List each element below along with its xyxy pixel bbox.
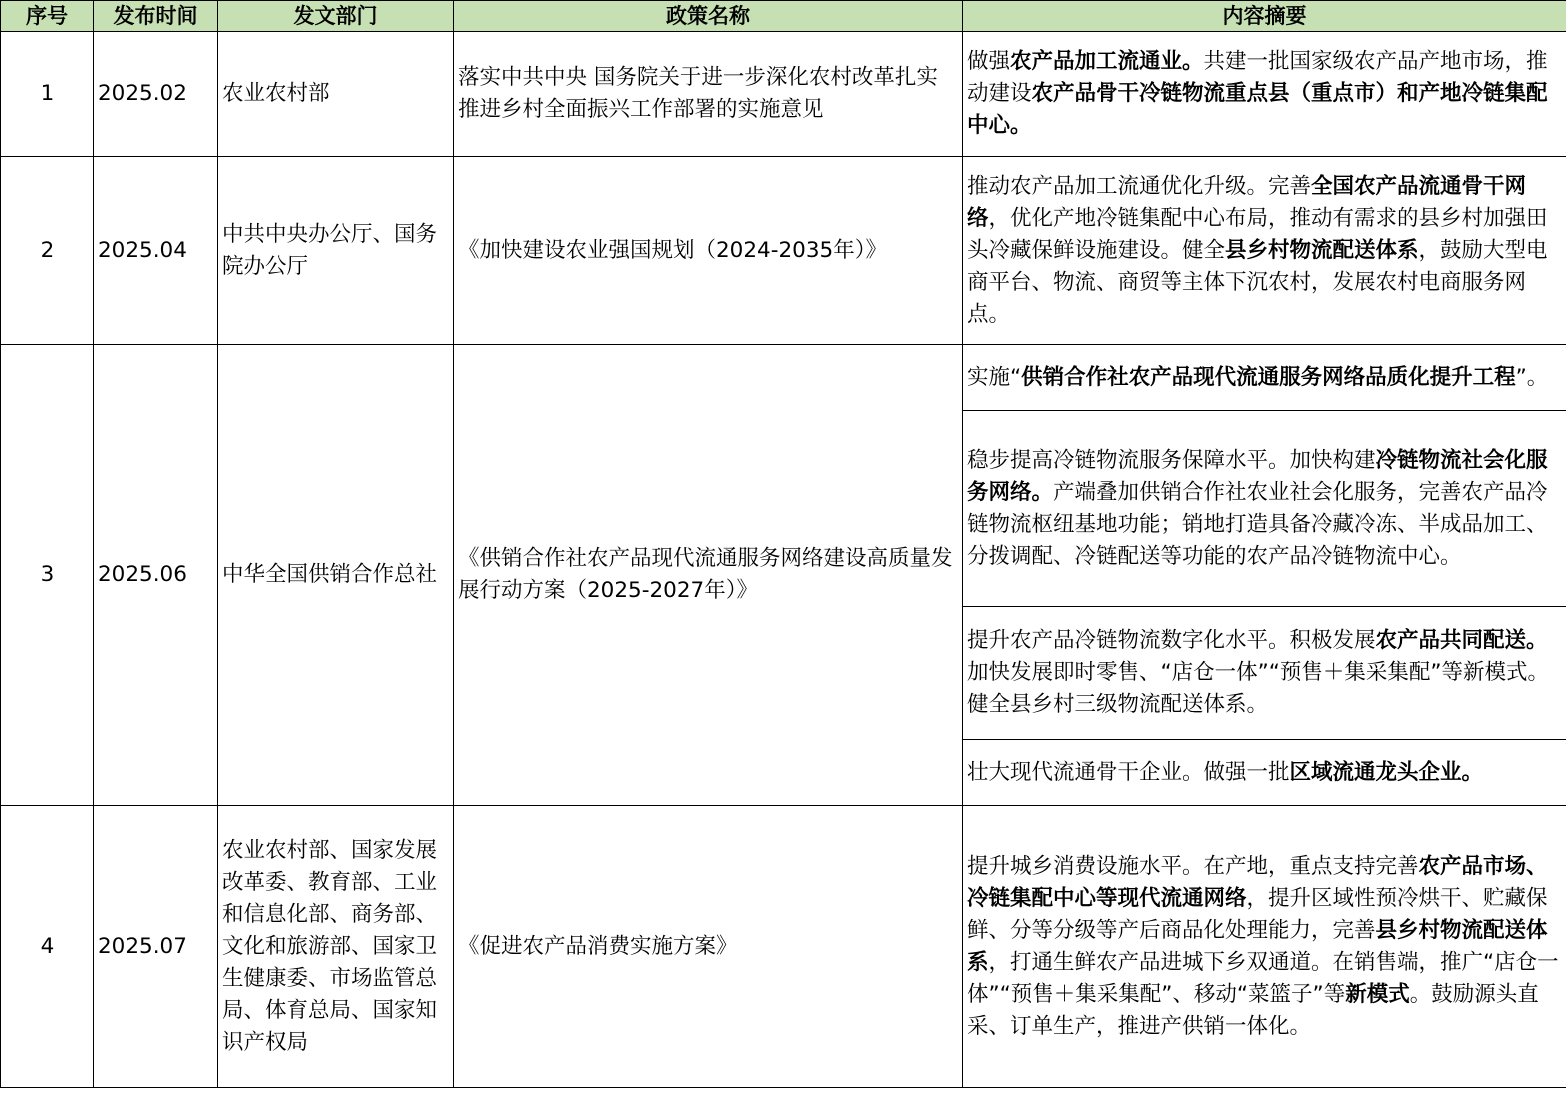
- policy-name: 《供销合作社农产品现代流通服务网络建设高质量发展行动方案（2025-2027年）》: [454, 345, 963, 806]
- summary-bold-text: 农产品骨干冷链物流重点县（重点市）和产地冷链集配中心。: [967, 81, 1548, 138]
- row-number: 1: [1, 32, 94, 157]
- summary-bold-text: 新模式: [1345, 981, 1410, 1007]
- summary-bold-text: 供销合作社农产品现代流通服务网络品质化提升工程: [1021, 364, 1516, 390]
- issuing-department: 中共中央办公厅、国务院办公厅: [218, 157, 454, 345]
- header-no: 序号: [1, 1, 94, 32]
- header-row: [1, 1, 1566, 32]
- summary-text: 做强: [967, 49, 1011, 74]
- summary-text: 稳步提高冷链物流服务保障水平。加快构建: [967, 447, 1376, 473]
- summary-text: 实施“: [967, 364, 1022, 390]
- summary-bold-text: 县乡村物流配送体系: [1225, 237, 1419, 263]
- row-number: 2: [1, 157, 94, 345]
- summary-text: ，优化产地冷链集配中心布局，推动有需求的县乡村加强田头冷藏保鲜设施建设。健全: [967, 205, 1548, 263]
- summary-cell: [963, 806, 1566, 1088]
- row-number: 4: [1, 806, 94, 1088]
- summary-text: 推动农产品加工流通优化升级。完善: [967, 173, 1312, 199]
- summary-bold-text: 农产品加工流通业。: [1010, 49, 1204, 74]
- summary-bold-text: 农产品市场、冷链集配中心等现代流通网络: [967, 853, 1548, 911]
- header-summary: 内容摘要: [963, 1, 1566, 32]
- summary-cell: [963, 411, 1566, 607]
- publish-date: 2025.07: [94, 806, 218, 1088]
- summary-cell: [963, 157, 1566, 345]
- summary-text: 产端叠加供销合作社农业社会化服务，完善农产品冷链物流枢纽基地功能；销地打造具备冷藏冷冻、半成品加工、分拨调配、冷链配送等功能的农产品冷链物流中心。: [967, 479, 1548, 569]
- publish-date: 2025.02: [94, 32, 218, 157]
- summary-text: 壮大现代流通骨干企业。做强一批: [967, 759, 1290, 785]
- policy-name: 落实中共中央 国务院关于进一步深化农村改革扎实推进乡村全面振兴工作部署的实施意见: [454, 32, 963, 157]
- summary-cell: [963, 32, 1566, 157]
- summary-text: 加快发展即时零售、“店仓一体”“预售＋集采集配”等新模式。健全县乡村三级物流配送体系。: [967, 660, 1550, 717]
- policy-name: 《加快建设农业强国规划（2024-2035年）》: [454, 157, 963, 345]
- table-row: [1, 32, 1566, 157]
- table-row: [1, 345, 1566, 411]
- summary-text: 。鼓励源头直采、订单生产，推进产供销一体化。: [967, 981, 1539, 1039]
- summary-text: 提升城乡消费设施水平。在产地，重点支持完善: [967, 853, 1419, 879]
- header-date: 发布时间: [94, 1, 218, 32]
- summary-bold-text: 冷链物流社会化服务网络。: [967, 447, 1548, 505]
- header-dept: 发文部门: [218, 1, 454, 32]
- summary-text: 提升农产品冷链物流数字化水平。积极发展: [967, 628, 1376, 653]
- summary-bold-text: 全国农产品流通骨干网络: [967, 173, 1527, 231]
- summary-text: ”。: [1515, 364, 1549, 390]
- summary-text: 共建一批国家级农产品产地市场，推动建设: [967, 49, 1548, 106]
- summary-bold-text: 农产品共同配送。: [1375, 628, 1548, 653]
- summary-cell: [963, 345, 1566, 411]
- summary-cell: [963, 740, 1566, 806]
- summary-text: ，鼓励大型电商平台、物流、商贸等主体下沉农村，发展农村电商服务网点。: [967, 237, 1548, 327]
- row-number: 3: [1, 345, 94, 806]
- issuing-department: 农业农村部: [218, 32, 454, 157]
- table-row: [1, 806, 1566, 1088]
- summary-text: ，打通生鲜农产品进城下乡双通道。在销售端，推广“店仓一体”“预售＋集采集配”、移动“菜篮子”等: [967, 949, 1559, 1007]
- header-policy: 政策名称: [454, 1, 963, 32]
- issuing-department: 农业农村部、国家发展改革委、教育部、工业和信息化部、商务部、文化和旅游部、国家卫生健康委、市场监管总局、体育总局、国家知识产权局: [218, 806, 454, 1088]
- summary-text: ，提升区域性预冷烘干、贮藏保鲜、分等分级等产后商品化处理能力，完善: [967, 885, 1548, 943]
- issuing-department: 中华全国供销合作总社: [218, 345, 454, 806]
- table-row: [1, 157, 1566, 345]
- summary-bold-text: 县乡村物流配送体系: [967, 917, 1548, 975]
- summary-cell: [963, 607, 1566, 740]
- publish-date: 2025.04: [94, 157, 218, 345]
- publish-date: 2025.06: [94, 345, 218, 806]
- policy-name: 《促进农产品消费实施方案》: [454, 806, 963, 1088]
- summary-bold-text: 区域流通龙头企业。: [1289, 759, 1484, 785]
